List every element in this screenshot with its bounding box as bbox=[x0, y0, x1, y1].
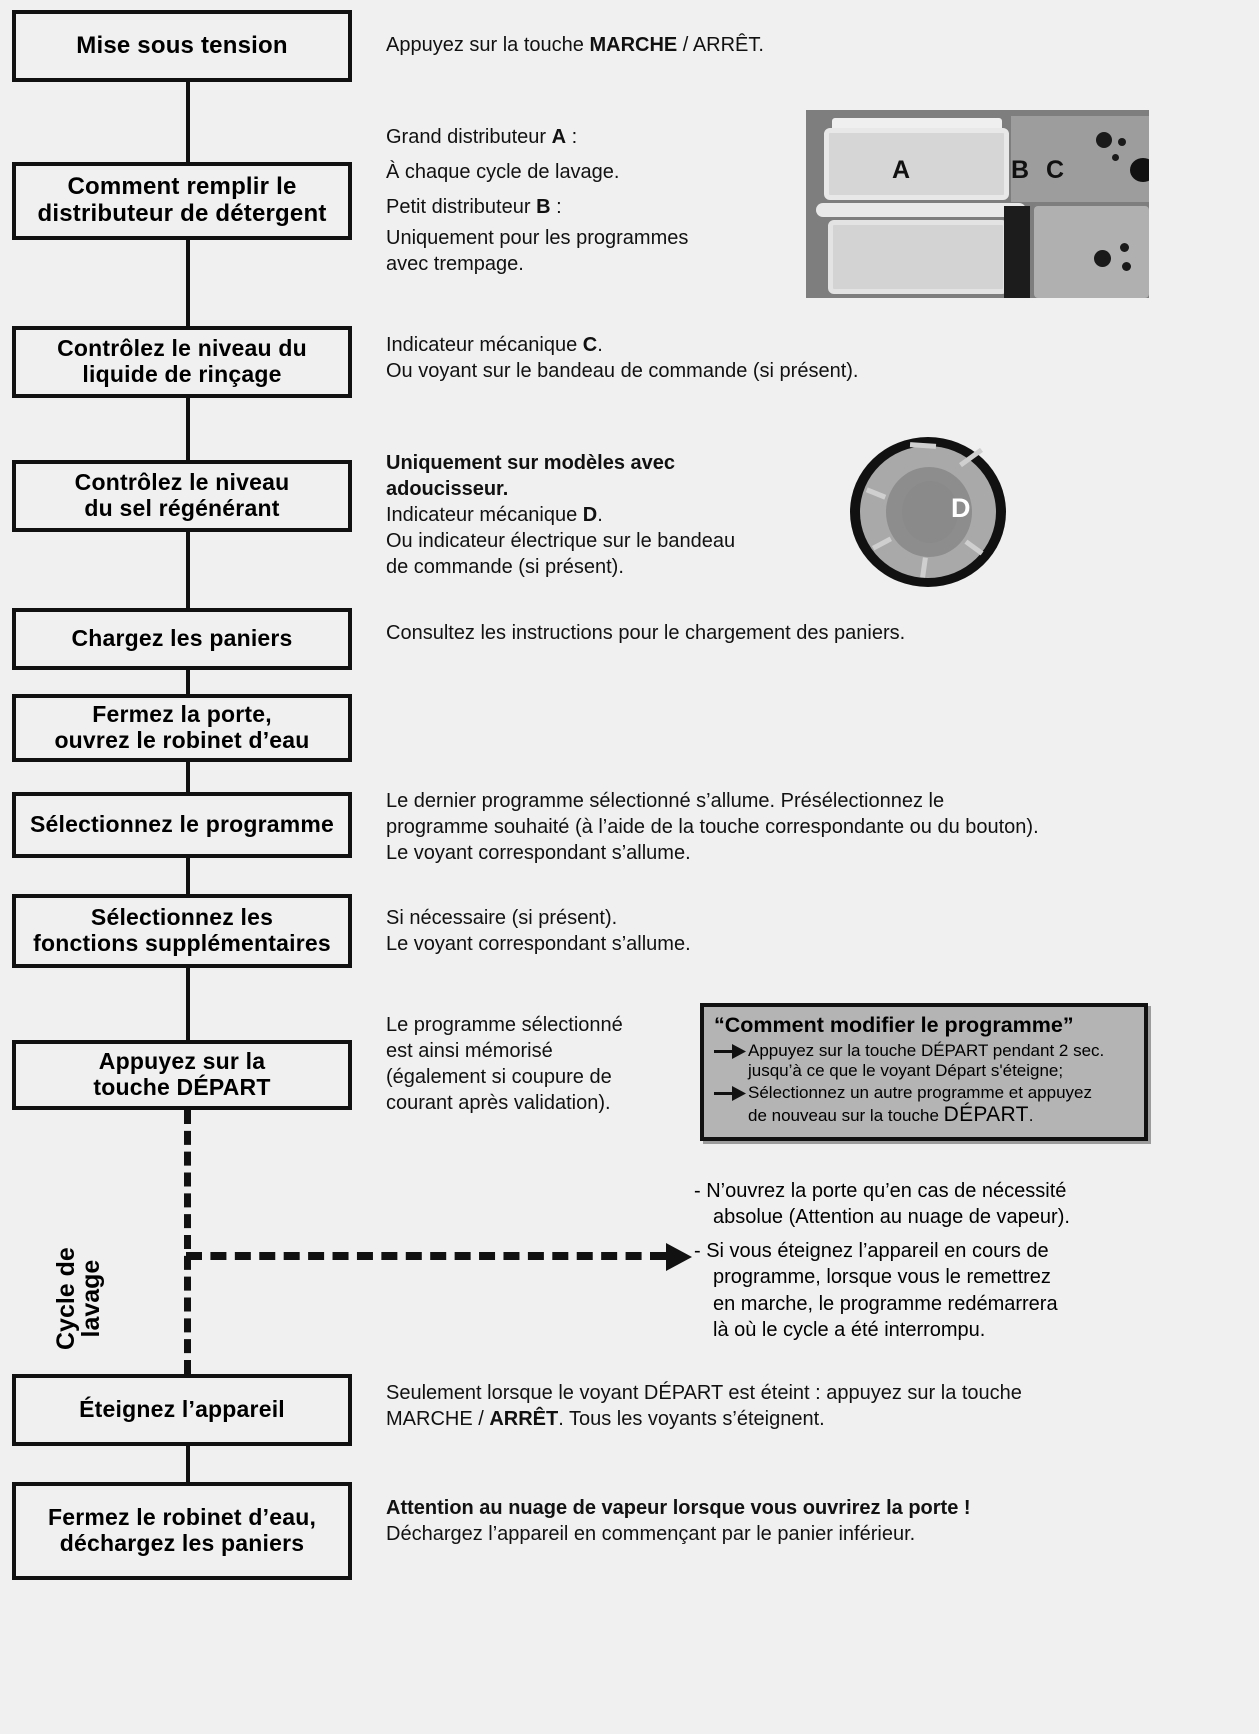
note-sel bbox=[386, 450, 735, 580]
note-text-bold: MARCHE bbox=[589, 34, 678, 56]
step-box-fermez-robinet bbox=[12, 1482, 352, 1580]
note-fermez-robinet bbox=[386, 1495, 971, 1547]
step-label: Sélectionnez le programme bbox=[29, 811, 335, 838]
note-text: Seulement lorsque le voyant DÉPART est éteint : appuyez sur la touche bbox=[386, 1382, 1022, 1404]
connector-9 bbox=[186, 1446, 190, 1482]
note-text: Le voyant correspondant s’allume. bbox=[386, 933, 691, 955]
note-text-bold: Attention au nuage de vapeur lorsque vous ouvrirez la porte ! bbox=[386, 1497, 971, 1519]
arrow-right-icon bbox=[714, 1086, 748, 1101]
callout-item-line2: jusqu’à ce que le voyant Départ s'éteigne; bbox=[748, 1060, 1064, 1080]
step-label-line2: du sel régénérant bbox=[84, 495, 280, 521]
note-text: Consultez les instructions pour le chargement des paniers. bbox=[386, 622, 906, 644]
connector-4 bbox=[186, 532, 190, 608]
dial-label-d: D bbox=[951, 493, 971, 523]
dashed-note-line1: - N’ouvrez la porte qu’en cas de nécessité bbox=[694, 1180, 1067, 1202]
callout-title: “Comment modifier le programme” bbox=[714, 1013, 1074, 1037]
note-text-post: . bbox=[597, 334, 603, 356]
note-text: À chaque cycle de lavage. bbox=[386, 161, 620, 183]
connector-dashed-cycle bbox=[184, 1110, 191, 1374]
callout-item-line2-emphasis: DÉPART bbox=[943, 1102, 1029, 1126]
note-text: est ainsi mémorisé bbox=[386, 1040, 553, 1062]
note-text-post: : bbox=[550, 196, 562, 218]
callout-item-line2-pre: de nouveau sur la touche bbox=[748, 1105, 944, 1125]
step-box-touche-depart bbox=[12, 1040, 352, 1110]
note-text-bold: D bbox=[582, 504, 598, 526]
connector-6 bbox=[186, 762, 190, 792]
detergent-dispenser-photo bbox=[806, 110, 1149, 298]
dispenser-label-c: C bbox=[1046, 156, 1065, 184]
note-text-bold: C bbox=[582, 334, 598, 356]
note-text: Appuyez sur la touche bbox=[386, 34, 590, 56]
note-fonctions bbox=[386, 905, 691, 957]
step-box-fermez-porte bbox=[12, 694, 352, 762]
note-text: Indicateur mécanique bbox=[386, 504, 583, 526]
step-box-eteignez-appareil bbox=[12, 1374, 352, 1446]
step-box-chargez-paniers bbox=[12, 608, 352, 670]
step-label-line1: Appuyez sur la bbox=[98, 1048, 266, 1075]
step-label-line1: Sélectionnez les bbox=[90, 904, 274, 931]
connector-5 bbox=[186, 670, 190, 694]
step-label-line2: ouvrez le robinet d’eau bbox=[54, 727, 310, 753]
note-text: (également si coupure de bbox=[386, 1066, 612, 1088]
step-label-line1: Contrôlez le niveau du bbox=[57, 335, 307, 362]
note-text: Si nécessaire (si présent). bbox=[386, 907, 618, 929]
arrow-right-icon bbox=[714, 1044, 748, 1059]
note-text: Le programme sélectionné bbox=[386, 1014, 623, 1036]
note-text: de commande (si présent). bbox=[386, 556, 624, 578]
note-eteignez bbox=[386, 1380, 1022, 1432]
dashed-note-1 bbox=[694, 1178, 1174, 1231]
step-label-line1: Fermez le robinet d’eau, bbox=[47, 1504, 317, 1531]
step-label: Éteignez l’appareil bbox=[79, 1396, 285, 1423]
note-text: Le voyant correspondant s’allume. bbox=[386, 842, 691, 864]
step-label-line1: Contrôlez le niveau bbox=[74, 469, 290, 496]
step-label-line1: Comment remplir le bbox=[67, 173, 297, 201]
connector-1 bbox=[186, 82, 190, 162]
dashed-note-line1: - Si vous éteignez l’appareil en cours de bbox=[694, 1240, 1049, 1262]
dashed-note-line3: en marche, le programme redémarrera bbox=[713, 1292, 1058, 1315]
step-box-selectionnez-programme bbox=[12, 792, 352, 858]
note-rincage bbox=[386, 332, 858, 384]
step-box-mise-sous-tension bbox=[12, 10, 352, 82]
cycle-label-line2: lavage bbox=[77, 1259, 105, 1338]
dispenser-label-b: B bbox=[1011, 156, 1030, 184]
step-label-line2: déchargez les paniers bbox=[59, 1530, 305, 1556]
dashed-note-line4: là où le cycle a été interrompu. bbox=[713, 1319, 986, 1342]
dispenser-label-a: A bbox=[892, 156, 911, 184]
note-text: Déchargez l’appareil en commençant par le panier inférieur. bbox=[386, 1523, 916, 1545]
step-label-line2: fonctions supplémentaires bbox=[33, 930, 331, 956]
callout-modifier-programme bbox=[700, 1003, 1148, 1141]
salt-indicator-dial-photo bbox=[846, 437, 1012, 589]
note-text-post: . bbox=[597, 504, 603, 526]
note-depart bbox=[386, 1012, 623, 1116]
dashed-note-line2: absolue (Attention au nuage de vapeur). bbox=[713, 1206, 1070, 1229]
cycle-label-line1: Cycle de bbox=[52, 1247, 80, 1350]
note-programme bbox=[386, 788, 1039, 866]
callout-item-line1: Sélectionnez un autre programme et appuyez bbox=[748, 1082, 1092, 1102]
note-text: Petit distributeur bbox=[386, 196, 537, 218]
dashed-note-line2: programme, lorsque vous le remettrez bbox=[713, 1266, 1051, 1289]
note-paniers bbox=[386, 620, 905, 646]
step-label: Mise sous tension bbox=[76, 31, 288, 59]
step-label-line1: Fermez la porte, bbox=[92, 701, 272, 728]
note-text-bold: A bbox=[551, 126, 567, 148]
note-text: avec trempage. bbox=[386, 253, 524, 275]
step-box-niveau-sel bbox=[12, 460, 352, 532]
connector-7 bbox=[186, 858, 190, 894]
dashed-arrow-head-icon bbox=[666, 1243, 692, 1271]
note-text-post: : bbox=[566, 126, 578, 148]
step-label-line2: liquide de rinçage bbox=[82, 361, 282, 387]
cycle-de-lavage-label bbox=[54, 1247, 104, 1350]
connector-2 bbox=[186, 240, 190, 326]
note-text: Ou indicateur électrique sur le bandeau bbox=[386, 530, 736, 552]
note-distributeur bbox=[386, 120, 688, 277]
connector-3 bbox=[186, 398, 190, 460]
note-text: Le dernier programme sélectionné s’allume. Présélectionnez le bbox=[386, 790, 945, 812]
note-text-bold: Uniquement sur modèles avec bbox=[386, 452, 675, 474]
step-box-niveau-rincage bbox=[12, 326, 352, 398]
note-text: MARCHE / bbox=[386, 1408, 490, 1430]
callout-item-line1: Appuyez sur la touche DÉPART pendant 2 sec. bbox=[748, 1040, 1105, 1060]
note-text-bold: B bbox=[536, 196, 551, 218]
step-label-line2: touche DÉPART bbox=[93, 1074, 271, 1100]
note-text: Uniquement pour les programmes bbox=[386, 227, 689, 249]
callout-item-line2-post: . bbox=[1028, 1105, 1034, 1125]
callout-item bbox=[714, 1083, 1134, 1128]
callout-item bbox=[714, 1041, 1134, 1081]
note-text: programme souhaité (à l’aide de la touche correspondante ou du bouton). bbox=[386, 816, 1039, 838]
note-text-post: . Tous les voyants s’éteignent. bbox=[558, 1408, 825, 1430]
note-text: courant après validation). bbox=[386, 1092, 611, 1114]
note-text-post: / ARRÊT. bbox=[677, 34, 764, 56]
dashed-arrow-line bbox=[186, 1252, 666, 1260]
note-text-bold: adoucisseur. bbox=[386, 478, 509, 500]
step-label-line2: distributeur de détergent bbox=[37, 200, 327, 227]
step-box-remplir-distributeur bbox=[12, 162, 352, 240]
note-mise-sous-tension bbox=[386, 32, 764, 58]
connector-8 bbox=[186, 968, 190, 1040]
note-text: Ou voyant sur le bandeau de commande (si présent). bbox=[386, 360, 859, 382]
note-text-bold: ARRÊT bbox=[489, 1408, 559, 1430]
note-text: Indicateur mécanique bbox=[386, 334, 583, 356]
note-text: Grand distributeur bbox=[386, 126, 552, 148]
dashed-note-2 bbox=[694, 1238, 1184, 1344]
step-box-fonctions-supplementaires bbox=[12, 894, 352, 968]
step-label: Chargez les paniers bbox=[71, 625, 293, 652]
